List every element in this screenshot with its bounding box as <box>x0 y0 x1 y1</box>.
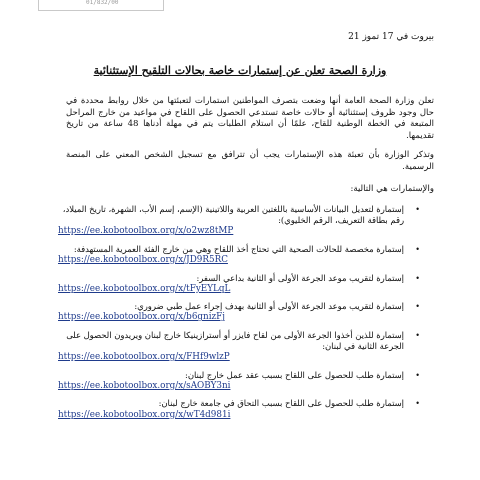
letterhead-code: 01/832/00 <box>86 0 119 6</box>
bullet-icon: • <box>415 273 420 283</box>
list-item <box>56 244 420 267</box>
form-description: إستمارة لتقريب موعد الجرعة الأولى أو الثانية بهدف إجراء عمل طبي ضروري: <box>134 301 404 312</box>
document-title: وزارة الصحة تعلن عن إستمارات خاصة بحالات التلقيح الإستثنائية <box>93 64 387 77</box>
form-description: إستمارة للذين أخذوا الجرعة الأولى من لقاح فايزر أو أسترازينيكا خارج لبنان ويريدون الحصول على الجرعة الثانية في لبنان: <box>66 329 404 351</box>
bullet-icon: • <box>415 302 420 312</box>
form-link[interactable]: https://ee.kobotoolbox.org/x/tFyEYLqL <box>58 283 231 294</box>
bullet-icon: • <box>415 205 420 214</box>
form-description: إستمارة مخصصة للحالات الصحية التي تحتاج أخذ اللقاح وهي من خارج الفئة العمرية المستهدفة: <box>73 243 404 254</box>
list-item <box>56 204 420 238</box>
body-paragraph-1: تعلن وزارة الصحة العامة أنها وضعت بتصرف المواطنين استمارات لتعبئتها من خلال روابط محددة في حال وجود ظروف إستثنائية أو حالات خاصة تستدعي الحصول على اللقاح في مواعيد من خارج المراحل المتبعة في الخطة الوطنية للقاح، علمًا أن استلام الطلبات يتم في مهلة أدناها 48 ساعة من تاريخ تقديمها. <box>66 96 434 141</box>
bullet-icon: • <box>415 370 420 380</box>
list-item <box>56 273 420 296</box>
bullet-icon: • <box>415 244 420 254</box>
bullet-icon: • <box>415 399 420 409</box>
form-link[interactable]: https://ee.kobotoolbox.org/x/b6gnizFj <box>58 312 225 323</box>
forms-list <box>56 204 420 427</box>
form-description: إستمارة طلب للحصول على اللقاح بسبب عقد عمل خارج لبنان: <box>185 369 404 380</box>
document-date: بيروت في 17 تموز 21 <box>348 32 434 42</box>
form-link[interactable]: https://ee.kobotoolbox.org/x/FHf9wlzP <box>58 352 230 363</box>
list-item <box>56 398 420 421</box>
bullet-icon: • <box>415 330 420 340</box>
list-item <box>56 301 420 324</box>
form-link[interactable]: https://ee.kobotoolbox.org/x/sAOBY3ni <box>58 380 231 391</box>
form-description: إستمارة طلب للحصول على اللقاح بسبب التحاق في جامعة خارج لبنان: <box>158 398 404 409</box>
form-link[interactable]: https://ee.kobotoolbox.org/x/JD9R5RC <box>58 254 228 265</box>
form-description: إستمارة لتعديل البيانات الأساسية باللغتين العربية واللاتينية (الإسم، إسم الأب، الشهرة، تاريخ الميلاد، رقم بطاقة التعريف، الرقم الخليوي): <box>62 204 404 226</box>
form-description: إستمارة لتقريب موعد الجرعة الأولى أو الثانية بداعي السفر: <box>196 272 404 283</box>
form-link[interactable]: https://ee.kobotoolbox.org/x/wT4d981i <box>58 409 231 420</box>
body-paragraph-2: وتذكر الوزارة بأن تعبئة هذه الإستمارات يجب أن تترافق مع تسجيل الشخص المعني على المنصة الرسمية. <box>66 150 434 172</box>
list-item <box>56 330 420 364</box>
form-link[interactable]: https://ee.kobotoolbox.org/x/o2wz8tMP <box>58 226 234 237</box>
list-item <box>56 370 420 393</box>
list-intro: والإستمارات هي التالية: <box>350 184 434 194</box>
